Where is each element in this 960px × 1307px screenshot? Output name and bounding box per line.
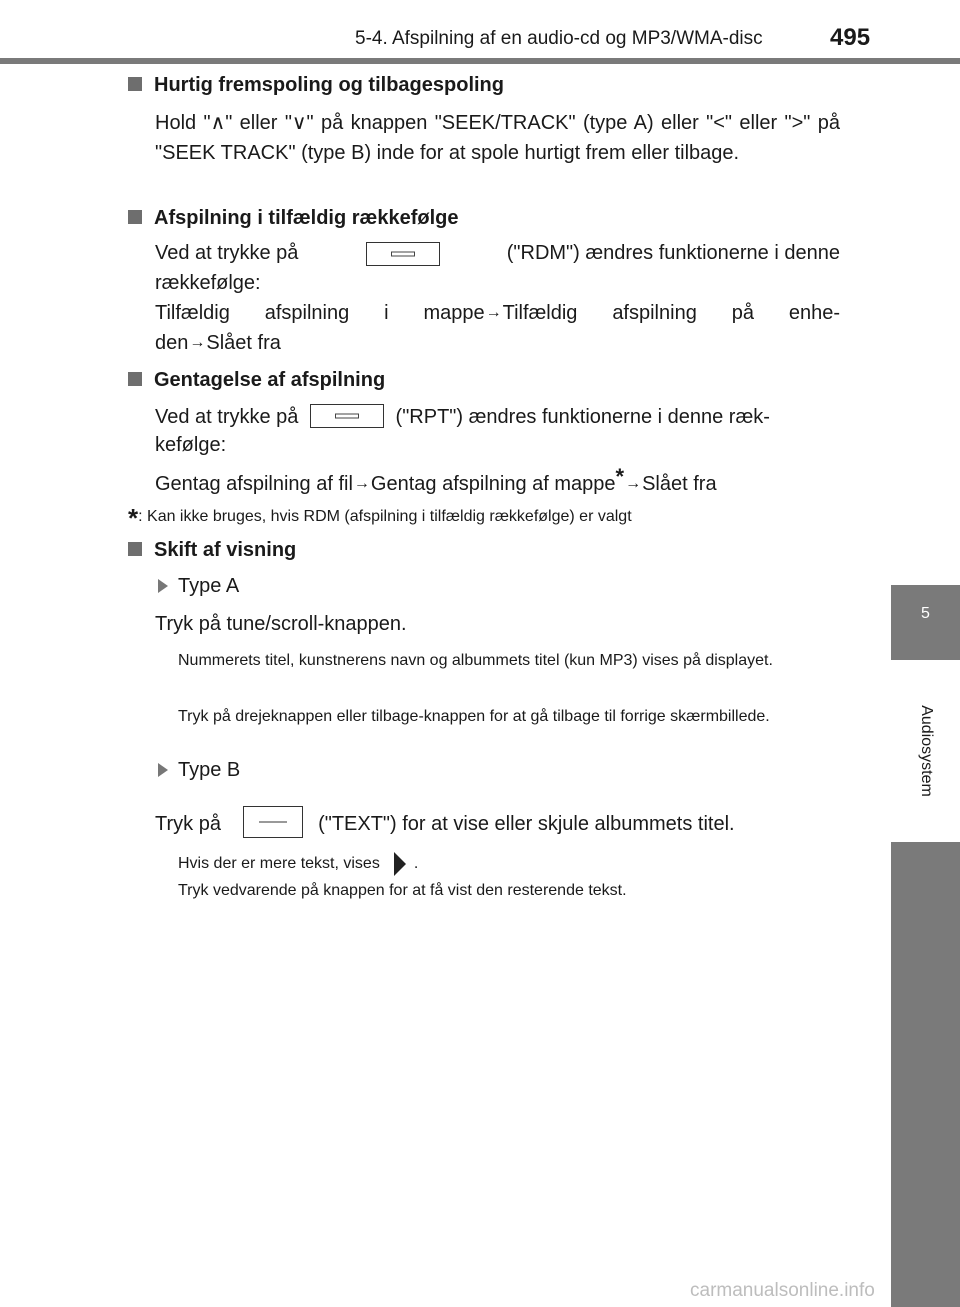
repeat-line-2: kefølge:: [155, 434, 227, 456]
type-b-label: Type B: [158, 759, 240, 782]
heading-fast-forward: Hurtig fremspoling og tilbagespoling: [128, 74, 504, 97]
arrow-icon: →: [485, 304, 502, 321]
heading-random: Afspilning i tilfældig rækkefølge: [128, 207, 458, 230]
section-title: 5-4. Afspilning af en audio-cd og MP3/WMA-disc: [355, 28, 763, 49]
type-b-text: Tryk på ("TEXT") for at vise eller skjule albummets titel.: [155, 806, 735, 838]
triangle-bullet-icon: [158, 579, 168, 593]
heading-repeat: Gentagelse af afspilning: [128, 369, 385, 392]
heading-square-icon: [128, 210, 142, 224]
repeat-line-1: Ved at trykke på ("RPT") ændres funktionerne i denne ræk-: [155, 406, 770, 428]
footnote: *: Kan ikke bruges, hvis RDM (afspilning i tilfældig rækkefølge) er valgt: [128, 503, 632, 533]
arrow-icon: →: [625, 475, 642, 492]
type-a-note-1: Nummerets titel, kunstnerens navn og albummets titel (kun MP3) vises på displayet.: [178, 652, 773, 669]
side-tab-bottom: [891, 842, 960, 1307]
type-a-label: Type A: [158, 575, 239, 598]
rdm-button-icon: [366, 242, 440, 266]
repeat-line-3: Gentag afspilning af fil→Gentag afspilning af mappe*→Slået fra: [155, 464, 717, 495]
random-line-1: Ved at trykke på ("RDM") ændres funktionerne i denne: [155, 242, 840, 264]
type-a-text: Tryk på tune/scroll-knappen.: [155, 613, 407, 635]
type-a-note-2: Tryk på drejeknappen eller tilbage-knappen for at gå tilbage til forrige skærmbillede.: [178, 708, 770, 725]
chapter-tab-label: [891, 660, 960, 842]
heading-square-icon: [128, 77, 142, 91]
chapter-tab-number: 5: [891, 585, 960, 660]
watermark: carmanualsonline.info: [690, 1280, 875, 1301]
fast-forward-text: Hold "∧" eller "∨" på knappen "SEEK/TRACK" (type A) eller "<" eller ">" på "SEEK TRACK" (type B) inde for at spole hurtigt frem eller tilbage.: [155, 112, 840, 164]
chapter-label-text: Audiosystem: [917, 705, 935, 797]
heading-display: Skift af visning: [128, 539, 296, 562]
type-b-note-1: Hvis der er mere tekst, vises .: [178, 852, 418, 876]
random-line-4: den→Slået fra: [155, 332, 281, 354]
triangle-bullet-icon: [158, 763, 168, 777]
type-b-note-2: Tryk vedvarende på knappen for at få vist den resterende tekst.: [178, 882, 627, 899]
more-text-icon: [394, 852, 406, 876]
heading-square-icon: [128, 542, 142, 556]
header-rule: [0, 58, 960, 64]
side-tab-top: [891, 64, 960, 585]
random-line-3: Tilfældig afspilning i mappe→Tilfældig afspilning på enhe-: [155, 302, 840, 324]
random-line-2: rækkefølge:: [155, 272, 261, 294]
text-button-icon: [243, 806, 303, 838]
heading-square-icon: [128, 372, 142, 386]
arrow-icon: →: [189, 334, 206, 351]
rpt-button-icon: [310, 404, 384, 428]
arrow-icon: →: [353, 475, 370, 492]
page-number: 495: [830, 24, 871, 51]
